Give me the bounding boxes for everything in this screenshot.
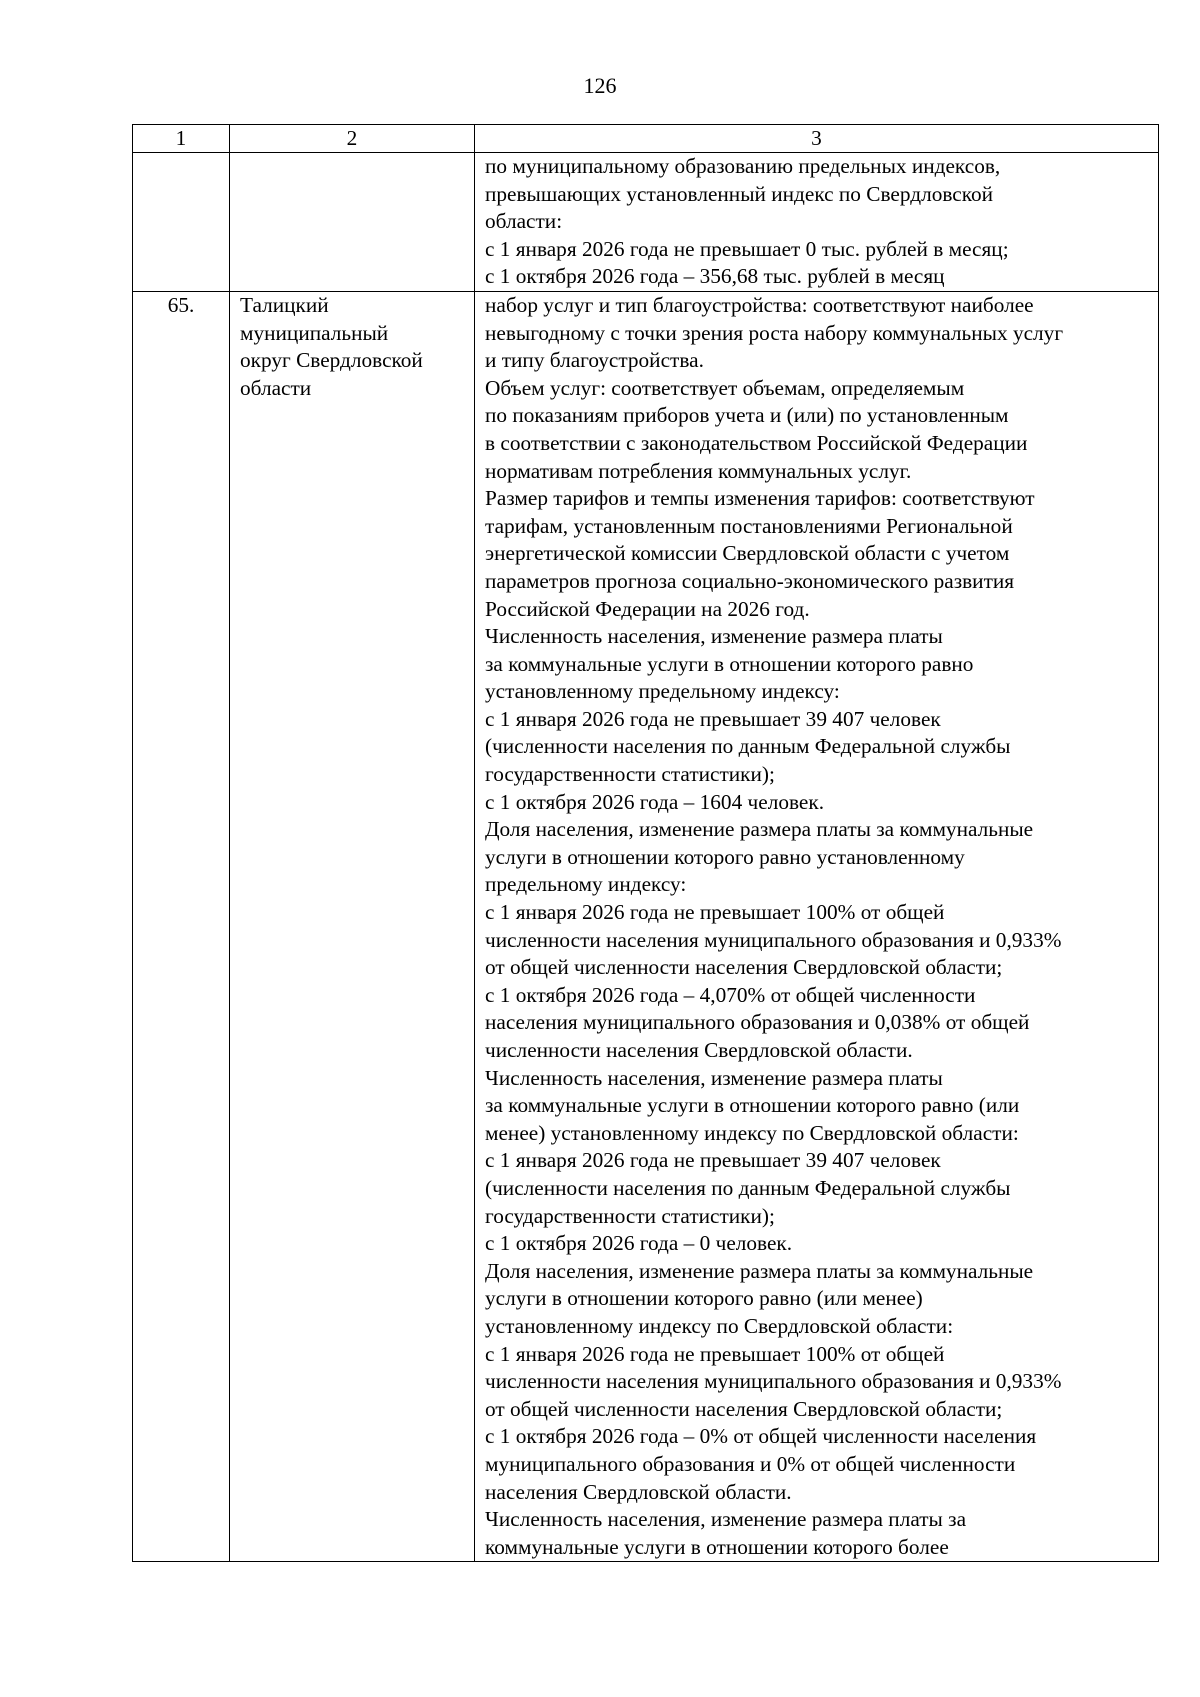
description-line: с 1 октября 2026 года – 1604 человек.	[485, 789, 825, 814]
description-line: с 1 октября 2026 года – 0% от общей численности населения	[485, 1424, 1037, 1449]
table-row	[133, 291, 1159, 1561]
data-table	[132, 124, 1159, 1562]
description-line: области:	[485, 209, 563, 234]
description-line: Численность населения, изменение размера платы за	[485, 1507, 967, 1532]
description-line: превышающих установленный индекс по Свердловской	[485, 181, 994, 206]
description-line: Численность населения, изменение размера платы	[485, 624, 943, 649]
description-line: и типу благоустройства.	[485, 348, 704, 373]
description-line: с 1 января 2026 года не превышает 100% от общей	[485, 1341, 945, 1366]
description-line: установленному индексу по Свердловской области:	[485, 1313, 954, 1338]
description-line: предельному индексу:	[485, 872, 687, 897]
description-line: государственности статистики);	[485, 1203, 775, 1228]
description-line: Численность населения, изменение размера платы	[485, 1065, 943, 1090]
municipality-name-line: области	[240, 375, 312, 400]
row-number-cell	[133, 153, 230, 292]
description-line: с 1 января 2026 года не превышает 39 407 человек	[485, 1148, 941, 1173]
description-line: муниципального образования и 0% от общей численности	[485, 1451, 1016, 1476]
row-number-cell: 65.	[133, 291, 230, 1561]
description-line: с 1 октября 2026 года – 4,070% от общей численности	[485, 982, 976, 1007]
description-line: с 1 октября 2026 года – 356,68 тыс. рублей в месяц	[485, 264, 945, 289]
description-line: населения муниципального образования и 0,038% от общей	[485, 1010, 1030, 1035]
description-line: за коммунальные услуги в отношении которого равно	[485, 651, 974, 676]
column-header-1: 1	[133, 125, 230, 153]
description-line: услуги в отношении которого равно установленному	[485, 844, 965, 869]
description-line: государственности статистики);	[485, 762, 775, 787]
description-line: Российской Федерации на 2026 год.	[485, 596, 810, 621]
municipality-name-cell	[230, 291, 475, 1561]
description-line: Объем услуг: соответствует объемам, определяемым	[485, 375, 965, 400]
municipality-name-line: Талицкий	[240, 292, 329, 317]
description-line: за коммунальные услуги в отношении которого равно (или	[485, 1093, 1020, 1118]
municipality-name-line: муниципальный	[240, 320, 389, 345]
table-body	[133, 153, 1159, 1562]
description-line: невыгодному с точки зрения роста набору коммунальных услуг	[485, 320, 1064, 345]
description-line: численности населения муниципального образования и 0,933%	[485, 927, 1062, 952]
table-row	[133, 153, 1159, 292]
description-line: менее) установленному индексу по Свердловской области:	[485, 1120, 1019, 1145]
description-line: в соответствии с законодательством Российской Федерации	[485, 430, 1028, 455]
description-line: по показаниям приборов учета и (или) по установленным	[485, 403, 1009, 428]
description-line: набор услуг и тип благоустройства: соответствуют наиболее	[485, 292, 1034, 317]
description-line: энергетической комиссии Свердловской области с учетом	[485, 541, 1010, 566]
description-line: параметров прогноза социально-экономического развития	[485, 568, 1015, 593]
description-line: с 1 января 2026 года не превышает 0 тыс. рублей в месяц;	[485, 236, 1009, 261]
description-line: коммунальные услуги в отношении которого более	[485, 1534, 949, 1559]
page-number: 126	[583, 73, 617, 98]
municipality-name-line: округ Свердловской	[240, 348, 423, 373]
municipality-name-cell	[230, 153, 475, 292]
description-line: численности населения муниципального образования и 0,933%	[485, 1369, 1062, 1394]
description-line: населения Свердловской области.	[485, 1479, 792, 1504]
description-line: от общей численности населения Свердловской области;	[485, 955, 1003, 980]
description-line: с 1 января 2026 года не превышает 39 407 человек	[485, 706, 941, 731]
description-line: Размер тарифов и темпы изменения тарифов: соответствуют	[485, 486, 1035, 511]
description-line: (численности населения по данным Федеральной службы	[485, 734, 1011, 759]
description-cell	[475, 291, 1159, 1561]
description-cell	[475, 153, 1159, 292]
description-line: с 1 января 2026 года не превышает 100% от общей	[485, 900, 945, 925]
description-line: тарифам, установленным постановлениями Региональной	[485, 513, 1013, 538]
description-line: услуги в отношении которого равно (или менее)	[485, 1286, 923, 1311]
description-line: (численности населения по данным Федеральной службы	[485, 1175, 1011, 1200]
column-header-3: 3	[475, 125, 1159, 153]
column-header-2: 2	[230, 125, 475, 153]
description-line: с 1 октября 2026 года – 0 человек.	[485, 1231, 793, 1256]
description-line: Доля населения, изменение размера платы за коммунальные	[485, 1258, 1034, 1283]
description-line: по муниципальному образованию предельных индексов,	[485, 154, 1001, 178]
description-line: нормативам потребления коммунальных услуг.	[485, 458, 912, 483]
table-header-row	[133, 125, 1159, 153]
description-line: от общей численности населения Свердловской области;	[485, 1396, 1003, 1421]
description-line: численности населения Свердловской области.	[485, 1038, 913, 1062]
description-line: установленному предельному индексу:	[485, 679, 840, 704]
description-line: Доля населения, изменение размера платы за коммунальные	[485, 817, 1034, 842]
